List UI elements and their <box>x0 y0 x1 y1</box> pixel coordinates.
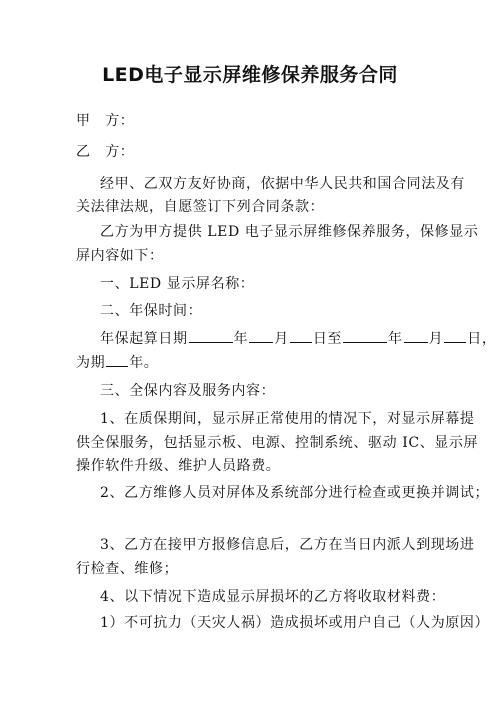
start-year-blank <box>189 328 233 343</box>
end-year-blank <box>343 328 387 343</box>
service-line-2: 屏内容如下： <box>76 248 164 264</box>
end-day-blank <box>444 328 466 343</box>
period-end-month-label: 月 <box>428 331 444 347</box>
clause-1-line-1: 1、在质保期间，显示屏正常使用的情况下，对显示屏幕提 <box>100 411 475 427</box>
period-year-label: 年 <box>233 331 249 347</box>
end-month-blank <box>404 328 428 343</box>
service-line-1: 乙方为甲方提供 LED 电子显示屏维修保养服务，保修显示 <box>100 224 479 240</box>
start-day-blank <box>290 328 312 343</box>
period-line <box>100 328 496 348</box>
period-to-label: 日至 <box>312 331 343 347</box>
item-2-warranty-period: 二、年保时间： <box>100 303 203 319</box>
clause-3-line-1: 3、乙方在接甲方报修信息后，乙方在当日内派人到现场进 <box>100 537 475 553</box>
intro-line-2: 关法律法规，自愿签订下列合同条款： <box>76 199 325 215</box>
duration-unit: 年。 <box>129 355 159 371</box>
period-start-label: 年保起算日期 <box>100 331 188 347</box>
item-3-coverage: 三、全保内容及服务内容： <box>100 383 276 399</box>
intro-line-1: 经甲、乙双方友好协商，依据中华人民共和国合同法及有 <box>100 176 465 192</box>
period-month-label: 月 <box>274 331 289 347</box>
clause-4-sub-1: 1）不可抗力（天灾人祸）造成损坏或用户自己（人为原因） <box>100 615 490 631</box>
clause-2: 2、乙方维修人员对屏体及系统部分进行检查或更换并调试； <box>100 485 490 501</box>
period-end-day-label: 日， <box>467 331 497 347</box>
period-end-year-label: 年 <box>388 331 403 347</box>
clause-1-line-2: 供全保服务，包括显示板、电源、控制系统、驱动 IC、显示屏 <box>76 435 479 451</box>
start-month-blank <box>249 328 273 343</box>
party-b-line: 乙 方： <box>76 144 135 160</box>
duration-blank <box>106 352 128 367</box>
clause-3-line-2: 行检查、维修； <box>76 561 179 577</box>
contract-title: LED电子显示屏维修保养服务合同 <box>102 64 398 86</box>
clause-1-line-3: 操作软件升级、维护人员路费。 <box>76 458 281 474</box>
party-a-line: 甲 方： <box>76 113 135 129</box>
clause-4: 4、以下情况下造成显示屏损坏的乙方将收取材料费： <box>100 589 446 605</box>
item-1-display-name: 一、LED 显示屏名称： <box>100 276 255 292</box>
period-duration-line <box>76 352 158 372</box>
duration-label: 为期 <box>76 355 106 371</box>
